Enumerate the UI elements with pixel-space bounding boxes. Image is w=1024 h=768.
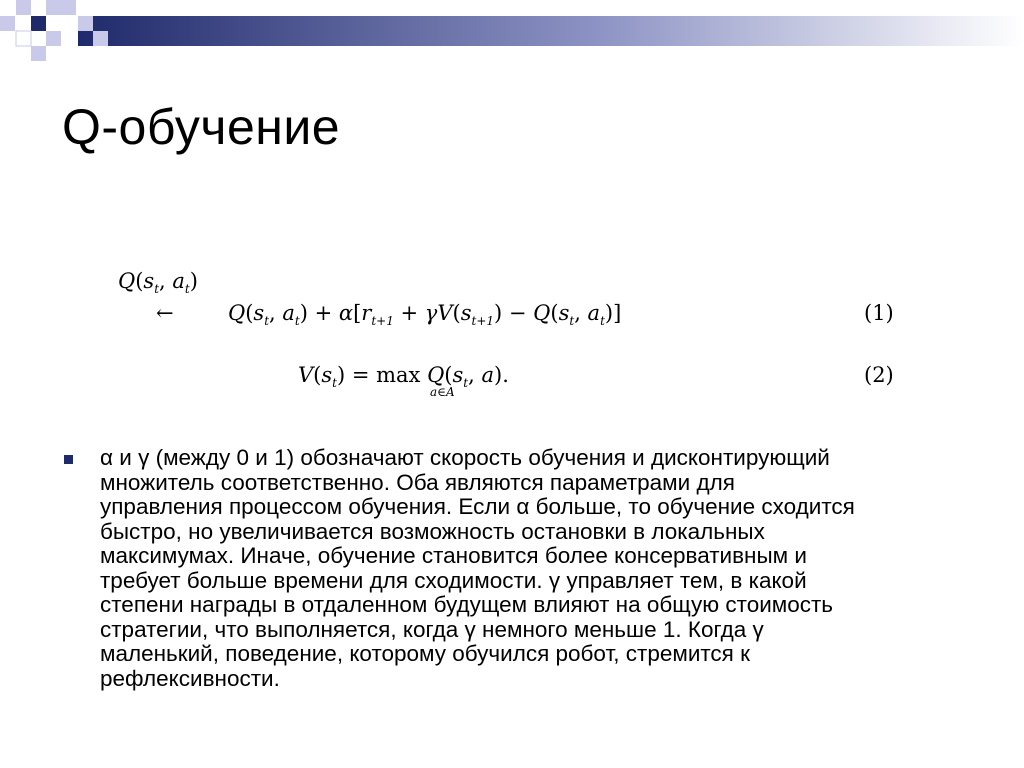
eq1-number: (1) (864, 301, 894, 325)
bullet-text: α и γ (между 0 и 1) обозначают скорость обучения и дисконтирующий множитель соответственно. Оба являются параметрами для управления процессом обучения. Если α больше, то обучение сходится быстро, но увеличивается возможность остановки в локальных максимумах. Иначе, обучение становится более консервативным и требует больше времени для сходимости. γ управляет тем, в какой степени награды в отдаленном будущем влияют на общую стоимость стратегии, что выполняется, когда γ немного меньше 1. Когда γ маленький, поведение, которому обучился робот, стремится к рефлексивности. (100, 445, 855, 691)
top-decoration (0, 0, 1024, 62)
square-bullet-icon (64, 455, 73, 464)
eq2-max-subscript: a∈A (430, 385, 455, 399)
eq2: $V(s_t) = \max Q(s_t$, a). (298, 363, 509, 390)
eq2-number: (2) (864, 363, 894, 387)
eq1-rhs: $Q(s_t$, $a_t) + \alpha[r_{t+1} + \gamma V(s_{t+1}) - Q(s_t$, $a_t$)] (228, 301, 622, 328)
bullet-item (60, 446, 972, 691)
eq1-lhs: $Q(s_t$, $a_t$) (118, 269, 198, 296)
eq1-arrow: ← (156, 301, 174, 325)
formula-block (112, 262, 912, 402)
formula-svg (112, 262, 912, 402)
slide-title: Q-обучение (62, 99, 341, 155)
